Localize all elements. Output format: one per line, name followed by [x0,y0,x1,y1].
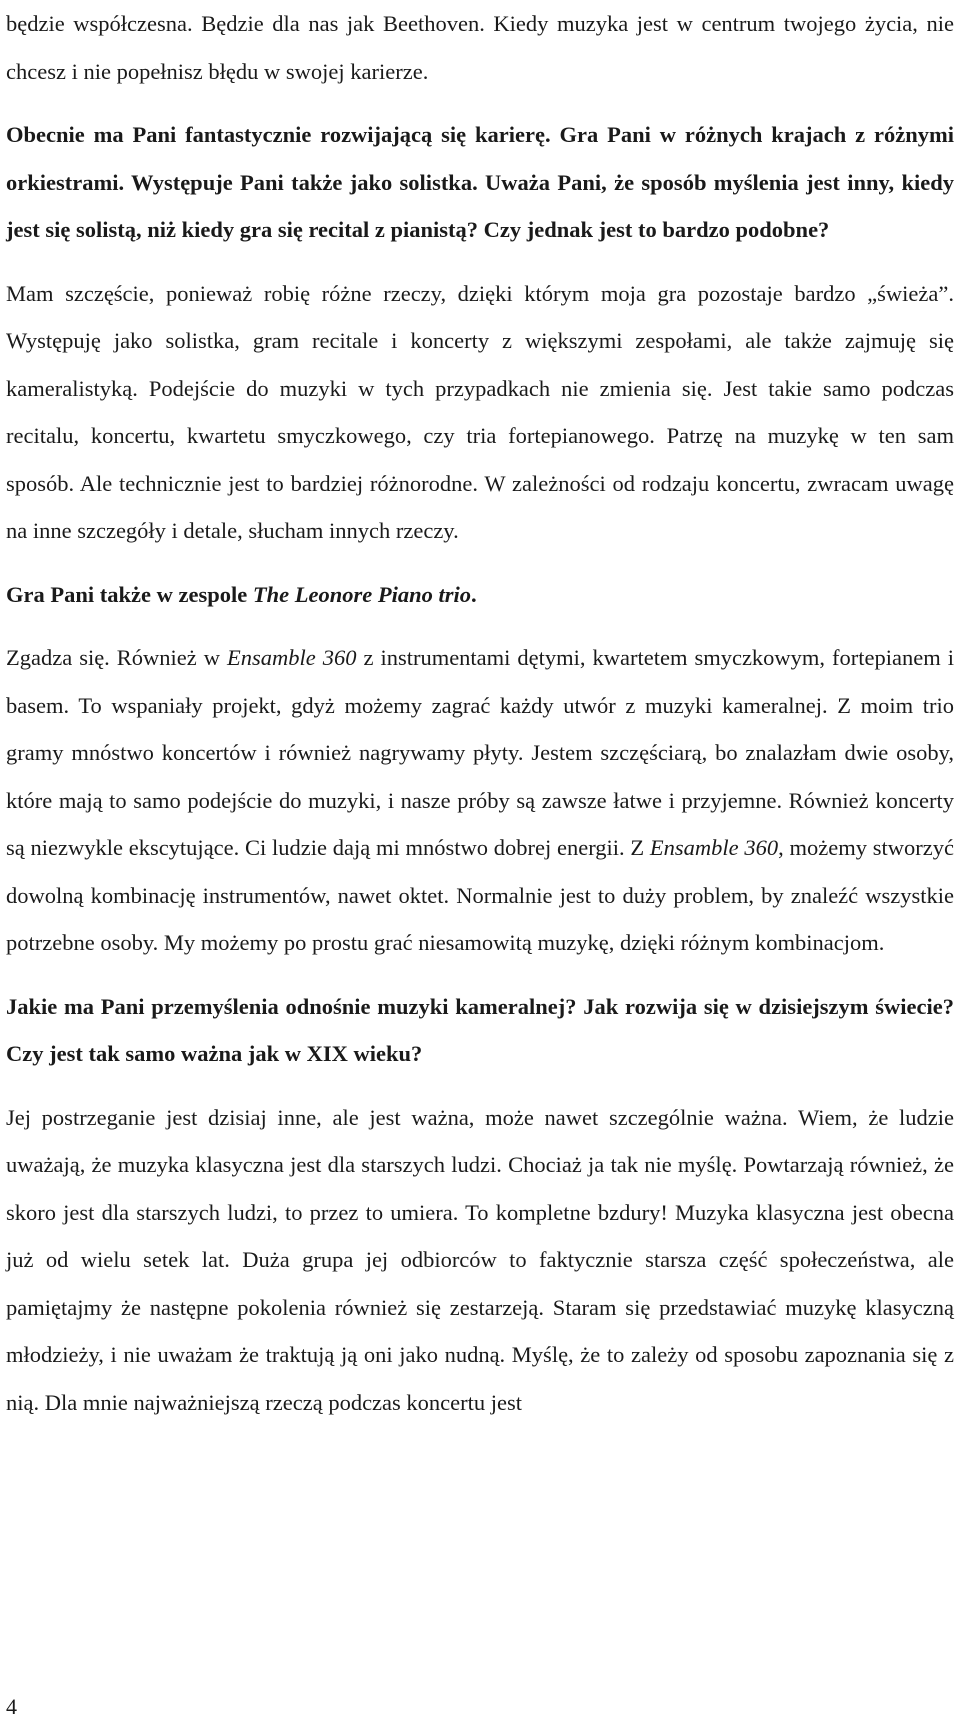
paragraph-gap [6,555,954,571]
question-text-end: . [470,581,477,607]
answer-text: , możemy stworzyć dowolną kombinację instrumentów, nawet oktet. Normalnie jest to duży problem, by znaleźć wszystkie potrzebne osoby. My możemy po prostu grać niesamowitą muzykę, dzięki różnym kombinacjom. [6,835,954,955]
article-body [6,0,954,1426]
answer-paragraph-2: Mam szczęście, ponieważ robię różne rzeczy, dzięki którym moja gra pozostaje bardzo „świeża”. Występuję jako solistka, gram recitale i koncerty z większymi zespołami, ale także zajmuję się kameralistyką. Podejście do muzyki w tych przypadkach nie zmienia się. Jest takie samo podczas recitalu, koncertu, kwartetu smyczkowego, czy tria fortepianowego. Patrzę na muzykę w ten sam sposób. Ale technicznie jest to bardziej różnorodne. W zależności od rodzaju koncertu, zwracam uwagę na inne szczegóły i detale, słucham innych rzeczy. [6,280,954,543]
answer-text: z instrumentami dętymi, kwartetem smyczkowym, fortepianem i basem. To wspaniały projekt, gdyż możemy zagrać każdy utwór z muzyki kameralnej. Z moim trio gramy mnóstwo koncertów i również nagrywamy płyty. Jestem szczęściarą, bo znalazłam dwie osoby, które mają to samo podejście do muzyki, i nasze próby są zawsze łatwe i przyjemne. Również koncerty są niezwykle ekscytujące. Ci ludzie dają mi mnóstwo dobrej energii. Z [6,645,954,860]
ensemble-name-italic: Ensamble 360 [227,645,357,670]
page-number: 4 [6,1694,17,1719]
paragraph-gap [6,95,954,111]
answer-paragraph-4: Jej postrzeganie jest dzisiaj inne, ale jest ważna, może nawet szczególnie ważna. Wiem, że ludzie uważają, że muzyka klasyczna jest dla starszych ludzi. Chociaż ja tak nie myślę. Powtarzają również, że skoro jest dla starszych ludzi, to przez to umiera. To kompletne bzdury! Muzyka klasyczna jest obecna już od wielu setek lat. Duża grupa jej odbiorców to faktycznie starsza część społeczeństwa, ale pamiętajmy że następne pokolenia również się zestarzeją. Staram się przedstawiać muzykę klasyczną młodzieży, i nie uważam że traktują ją oni jako nudną. Myślę, że to zależy od sposobu zapoznania się z nią. Dla mnie najważniejszą rzeczą podczas koncertu jest [6,1104,954,1415]
answer-paragraph-3 [6,634,954,967]
paragraph-gap [6,1078,954,1094]
answer-paragraph-1: będzie współczesna. Będzie dla nas jak Beethoven. Kiedy muzyka jest w centrum twojego życia, nie chcesz i nie popełnisz błędu w swojej karierze. [6,11,954,84]
question-text: Gra Pani także w zespole [6,581,253,607]
paragraph-gap [6,618,954,634]
paragraph-gap [6,967,954,983]
answer-text: Zgadza się. Również w [6,645,227,670]
ensemble-name-italic: The Leonore Piano trio [252,581,471,607]
question-paragraph-1: Obecnie ma Pani fantastycznie rozwijającą się karierę. Gra Pani w różnych krajach z różnymi orkiestrami. Występuje Pani także jako solistka. Uważa Pani, że sposób myślenia jest inny, kiedy jest się solistą, niż kiedy gra się recital z pianistą? Czy jednak jest to bardzo podobne? [6,122,954,242]
paragraph-gap [6,254,954,270]
question-paragraph-2 [6,571,954,619]
question-paragraph-3: Jakie ma Pani przemyślenia odnośnie muzyki kameralnej? Jak rozwija się w dzisiejszym świecie? Czy jest tak samo ważna jak w XIX wieku? [6,993,954,1066]
ensemble-name-italic: Ensamble 360 [649,835,779,860]
